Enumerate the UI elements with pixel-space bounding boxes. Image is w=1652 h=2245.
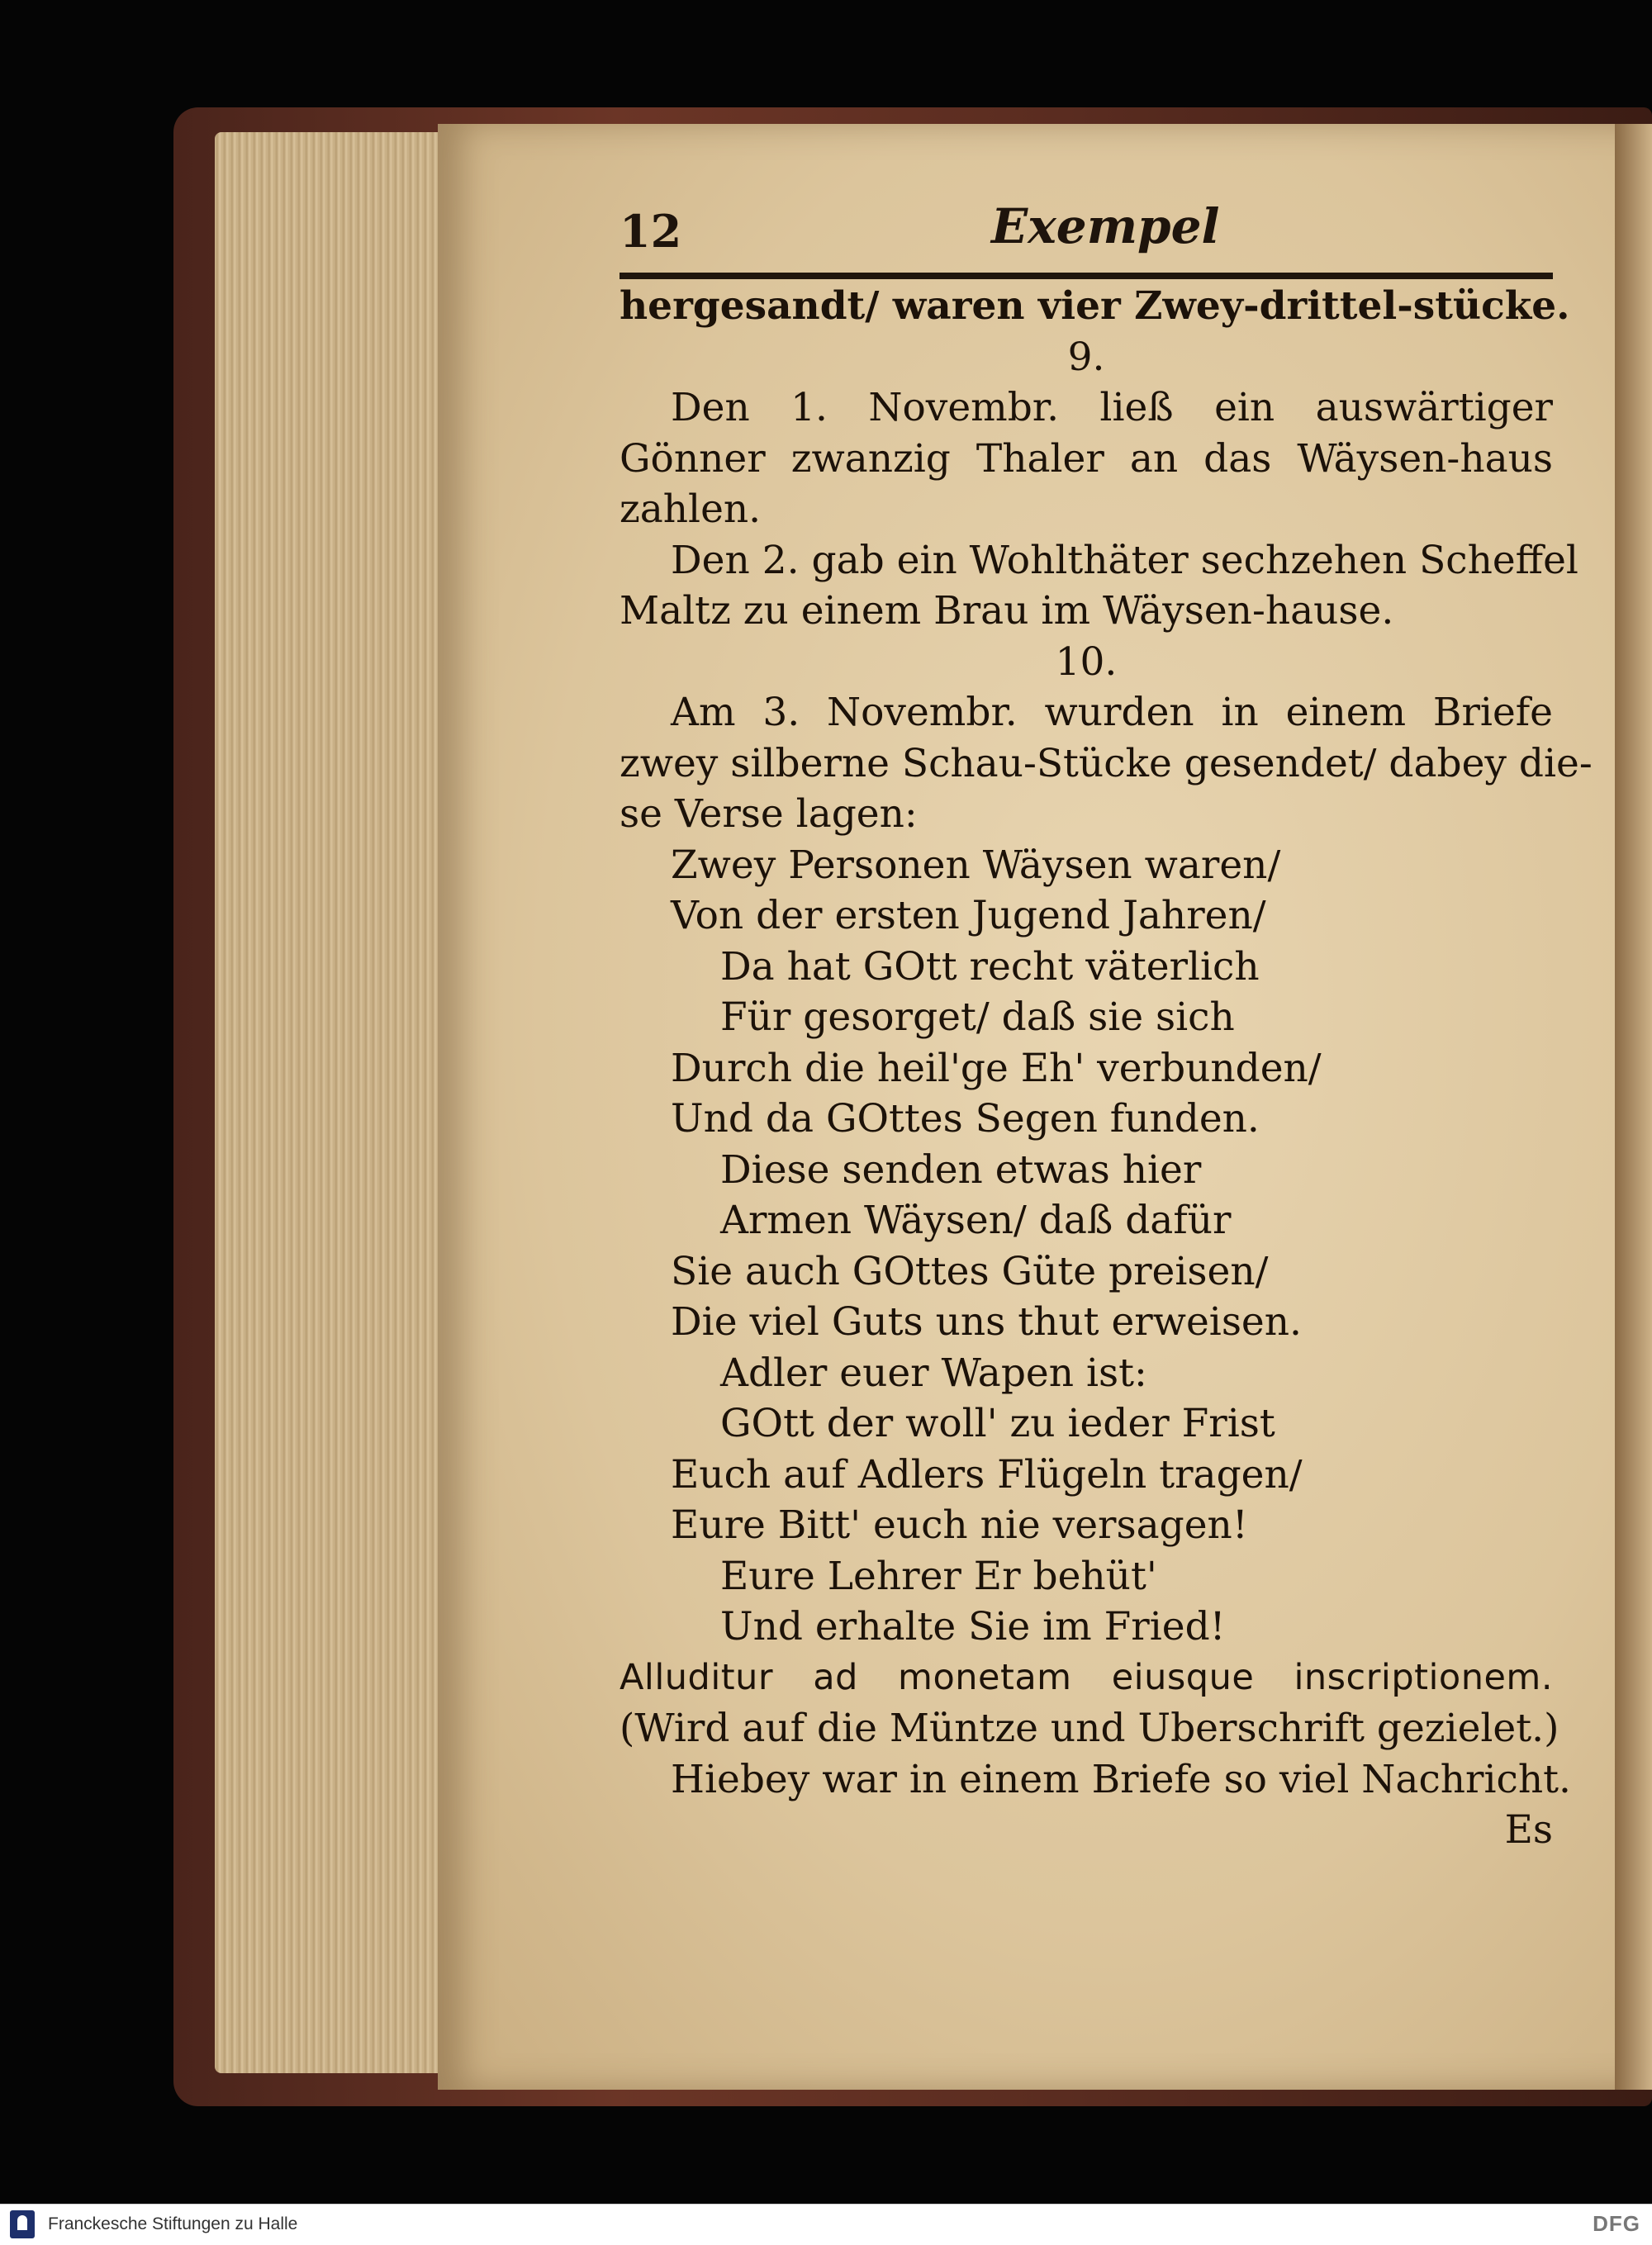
text-line: Den 1. Novembr. ließ ein auswärtiger (671, 385, 1553, 430)
text-line: 10. (1055, 638, 1118, 685)
text-line: Und da GOttes Segen funden. (671, 1096, 1260, 1141)
page-header (620, 198, 1553, 264)
text-line: Diese senden etwas hier (720, 1146, 1202, 1193)
text-line: (Wird auf die Müntze und Uberschrift gezielet.) (620, 1706, 1559, 1751)
header-rule (620, 273, 1553, 279)
text-line: Von der ersten Jugend Jahren/ (671, 893, 1266, 938)
text-line: Gönner zwanzig Thaler an das Wäysen-haus (620, 435, 1553, 482)
text-line: zahlen. (620, 486, 762, 532)
text-line: Zwey Personen Wäysen waren/ (671, 842, 1281, 888)
text-line: hergesandt/ waren vier Zwey-drittel-stücke. (620, 283, 1570, 329)
text-line: Adler euer Wapen ist: (720, 1350, 1147, 1396)
page-text (620, 281, 1593, 1856)
text-line: Durch die heil'ge Eh' verbunden/ (671, 1045, 1322, 1091)
text-line: Armen Wäysen/ daß dafür (720, 1198, 1232, 1243)
text-line: GOtt der woll' zu ieder Frist (720, 1401, 1275, 1446)
text-line: zwey silberne Schau-Stücke gesendet/ dabey die- (620, 740, 1593, 786)
text-line: Euch auf Adlers Flügeln tragen/ (671, 1451, 1303, 1497)
dfg-logo: DFG (1593, 2211, 1640, 2236)
facing-page-edge (1615, 124, 1652, 2090)
institution-logo-icon (10, 2210, 35, 2238)
text-line: Den 2. gab ein Wohlthäter sechzehen Scheffel (671, 537, 1578, 583)
text-line: Für gesorget/ daß sie sich (720, 994, 1235, 1040)
text-line: Hiebey war in einem Briefe so viel Nachricht. (671, 1756, 1571, 1802)
text-line: Die viel Guts uns thut erweisen. (671, 1299, 1302, 1345)
text-line: Da hat GOtt recht väterlich (720, 943, 1260, 990)
text-line: Sie auch GOttes Güte preisen/ (671, 1248, 1269, 1294)
text-line: se Verse lagen: (620, 791, 918, 837)
text-line: Und erhalte Sie im Fried! (720, 1604, 1226, 1649)
viewer-footer (0, 2204, 1652, 2245)
text-line: Eure Bitt' euch nie versagen! (671, 1502, 1248, 1548)
text-line: Es (1504, 1807, 1553, 1853)
text-line: 9. (1067, 334, 1105, 380)
text-line: Am 3. Novembr. wurden in einem Briefe (671, 690, 1553, 735)
text-line: Alluditur ad monetam eiusque inscriptionem. (620, 1656, 1553, 1698)
text-line: Eure Lehrer Er behüt' (720, 1553, 1157, 1599)
text-line: Maltz zu einem Brau im Wäysen-hause. (620, 588, 1394, 634)
running-title: Exempel (991, 198, 1220, 254)
page-number: 12 (620, 205, 682, 258)
institution-name: Franckesche Stiftungen zu Halle (48, 2214, 298, 2233)
